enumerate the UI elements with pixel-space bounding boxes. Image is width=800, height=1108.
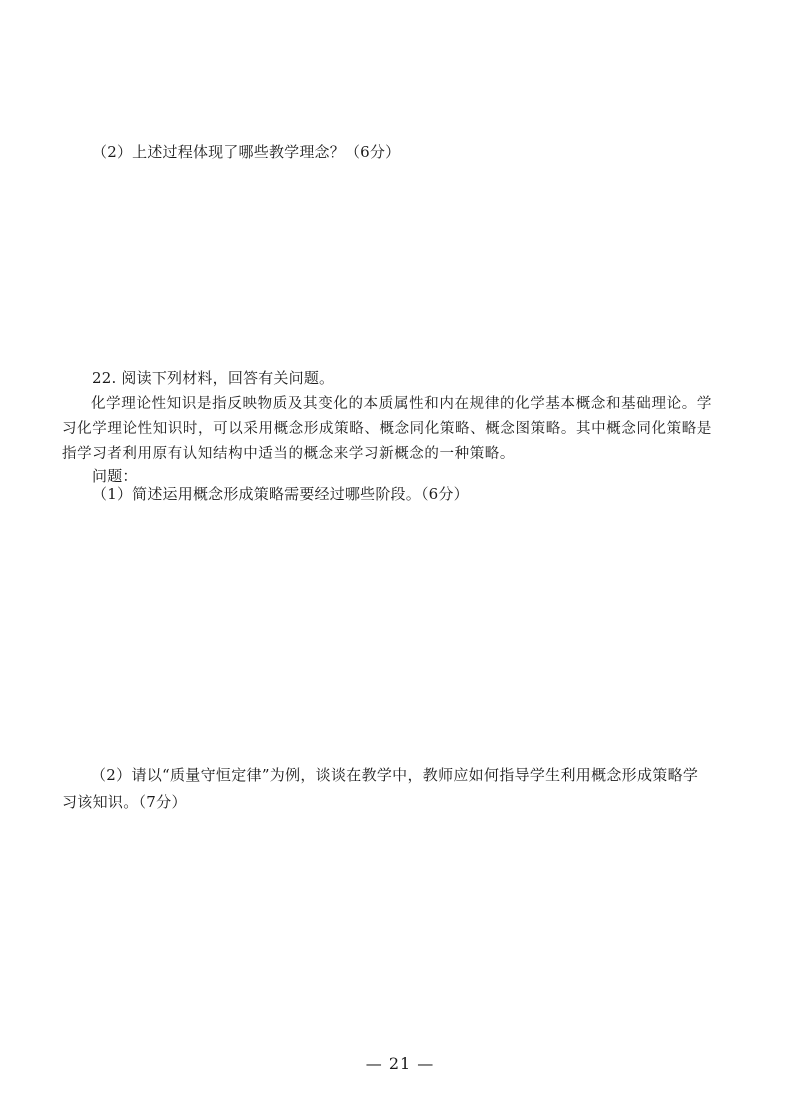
question-22-heading: 22. 阅读下列材料，回答有关问题。 [92, 369, 335, 387]
question-21-part-2: （2）上述过程体现了哪些教学理念？（6分） [92, 143, 401, 161]
question-22-prompt-label: 问题： [92, 467, 138, 485]
page-number: — 21 — [365, 1054, 435, 1073]
question-22-part-1: （1）简述运用概念形成策略需要经过哪些阶段。（6分） [92, 485, 469, 503]
question-22-material: 化学理论性知识是指反映物质及其变化的本质属性和内在规律的化学基本概念和基础理论。学习化学理论性知识时，可以采用概念形成策略、概念同化策略、概念图策略。其中概念同化策略是指学习者利用原有认知结构中适当的概念来学习新概念的一种策略。 [62, 396, 712, 462]
question-22-part-2: （2）请以“质量守恒定律”为例，谈谈在教学中，教师应如何指导学生利用概念形成策略学习该知识。（7分） [62, 766, 699, 811]
